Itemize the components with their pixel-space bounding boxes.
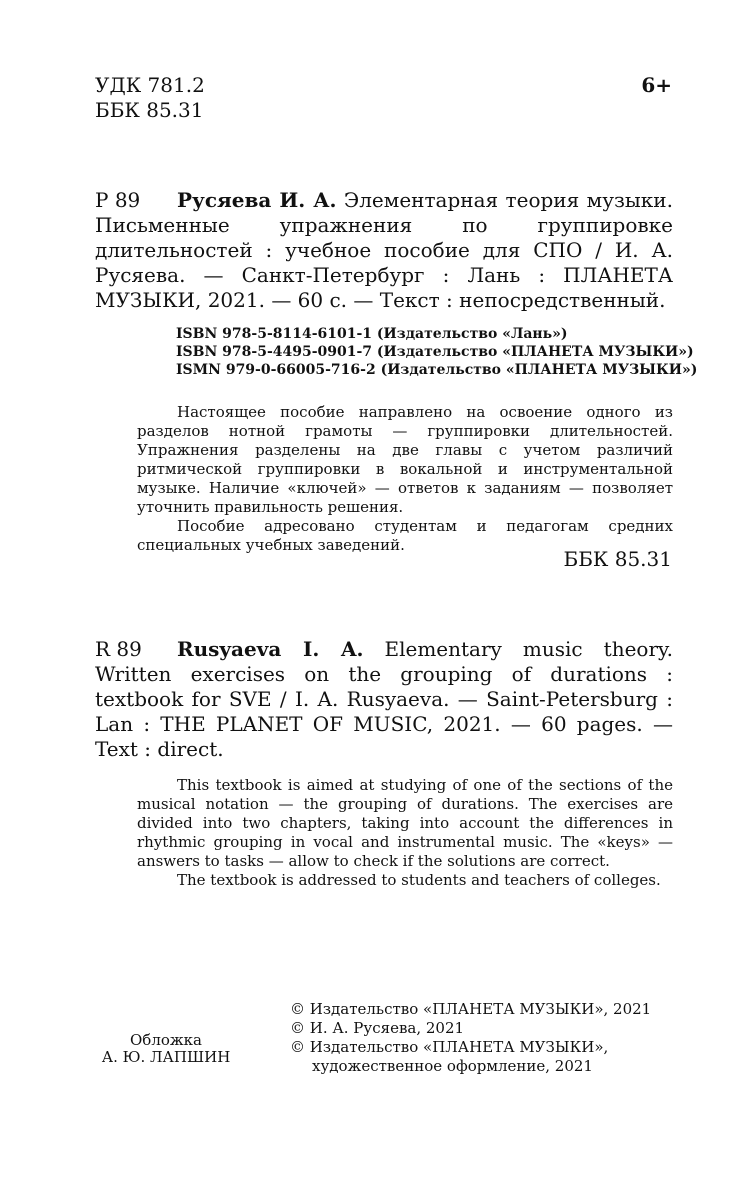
abstract-paragraph: The textbook is addressed to students and teachers of colleges. (177, 871, 661, 889)
isbn-planet: ISBN 978-5-4495-0901-7 (Издательство «ПЛАНЕТА МУЗЫКИ») (176, 344, 694, 360)
classification-codes (95, 73, 205, 123)
bbk-bottom: ББК 85.31 (563, 547, 672, 571)
entry-text (95, 637, 673, 762)
cover-label: Обложка (129, 1031, 202, 1049)
bbk-code: ББК 85.31 (95, 98, 204, 122)
copyright-line: © Издательство «ПЛАНЕТА МУЗЫКИ», (290, 1038, 609, 1056)
isbn-block (176, 325, 697, 379)
udk-code: УДК 781.2 (95, 73, 205, 97)
copyright-line: © И. А. Русяева, 2021 (290, 1019, 465, 1037)
abstract-paragraph: This textbook is aimed at studying of one of the sections of the musical notation — the grouping of durations. The exercises are divided into two chapters, taking into account the differences in rhythmic grouping in vocal and instrumental music. The «keys» — answers to tasks — allow to check if the solutions are correct. (137, 776, 673, 870)
author-sign: Р 89 (95, 188, 141, 212)
author-name: Русяева И. А. (177, 188, 337, 212)
author-name: Rusyaeva I. A. (177, 637, 364, 661)
abstract-paragraph: Настоящее пособие направлено на освоение одного из разделов нотной грамоты — группировки длительностей. Упражнения разделены на две главы с учетом различий ритмической группировки в вокальной и инструментальной музыке. Наличие «ключей» — ответов к заданиям — позволяет уточнить правильность решения. (137, 403, 673, 516)
ismn-planet: ISMN 979-0-66005-716-2 (Издательство «ПЛАНЕТА МУЗЫКИ») (176, 362, 698, 378)
copyright-line: художественное оформление, 2021 (312, 1057, 593, 1075)
entry-text (95, 188, 673, 313)
copyright-block (290, 1000, 651, 1076)
age-rating: 6+ (641, 73, 672, 97)
author-sign: R 89 (95, 637, 142, 661)
russian-bibliographic-entry (95, 188, 673, 313)
entry-description: Элементарная теория музыки. Письменные упражнения по группировке длительностей : учебное пособие для СПО / И. А. Русяева. — Санкт-Петербург : Лань : ПЛАНЕТА МУЗЫКИ, 2021. — 60 с. — Текст : непосредственный. (95, 188, 673, 312)
copyright-line: © Издательство «ПЛАНЕТА МУЗЫКИ», 2021 (290, 1000, 652, 1018)
cover-artist: А. Ю. ЛАПШИН (101, 1048, 231, 1066)
english-abstract (137, 776, 673, 890)
english-bibliographic-entry (95, 637, 673, 762)
entry-description: Elementary music theory. Written exercises on the grouping of durations : textbook for SVE / I. A. Rusyaeva. — Saint-Petersburg : Lan : THE PLANET OF MUSIC, 2021. — 60 pages. — Text : direct. (95, 637, 674, 761)
abstract-paragraph: Пособие адресовано студентам и педагогам средних специальных учебных заведений. (137, 517, 673, 554)
cover-credit (96, 1032, 236, 1066)
isbn-lan: ISBN 978-5-8114-6101-1 (Издательство «Лань») (176, 326, 568, 342)
russian-abstract (137, 403, 673, 555)
